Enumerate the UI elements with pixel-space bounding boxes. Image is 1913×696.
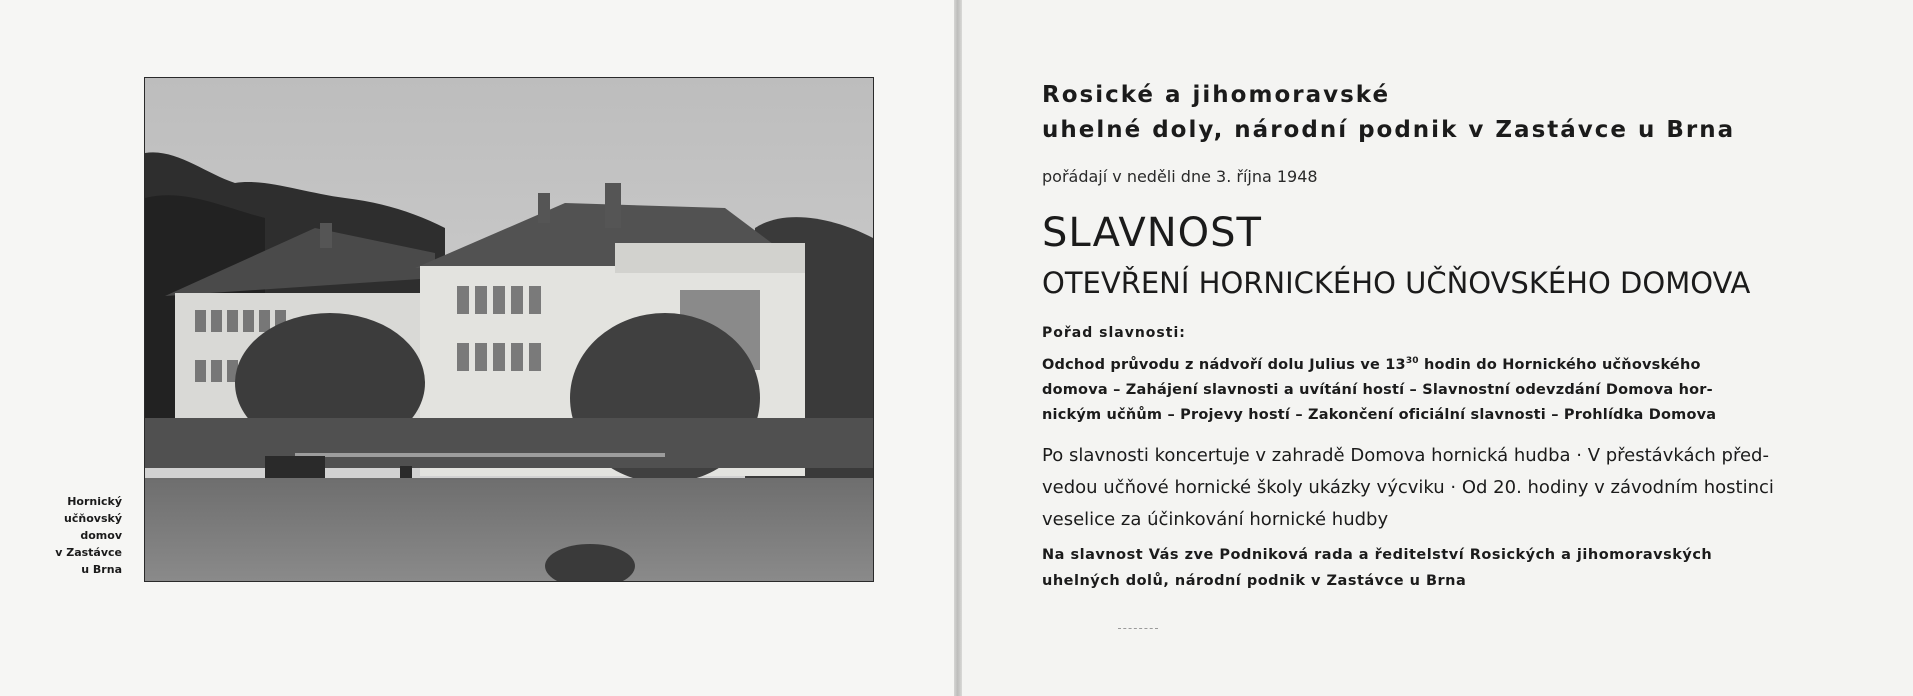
- afterparty-text: [1042, 440, 1832, 536]
- ink-smudge: [1118, 628, 1158, 631]
- caption-line: u Brna: [81, 563, 122, 576]
- program-time-superscript: 30: [1405, 356, 1419, 366]
- caption-line: v Zastávce: [55, 546, 122, 559]
- program-line: nickým učňům – Projevy hostí – Zakončení oficiální slavnosti – Prohlídka Domova: [1042, 406, 1717, 423]
- closing-line: Na slavnost Vás zve Podniková rada a ředitelství Rosických a jihomoravských: [1042, 547, 1713, 563]
- photo-caption: [40, 493, 122, 578]
- organizer-line: Rosické a jihomoravské: [1042, 82, 1391, 108]
- closing-text: [1042, 542, 1712, 594]
- organizer-line: uhelné doly, národní podnik v Zastávce u Brna: [1042, 117, 1736, 143]
- event-title: SLAVNOST: [1042, 210, 1262, 256]
- afterparty-line: vedou učňové hornické školy ukázky výcviku · Od 20. hodiny v závodním hostinci: [1042, 477, 1774, 498]
- program-heading: Pořad slavnosti:: [1042, 325, 1186, 341]
- caption-line: učňovský: [64, 512, 122, 525]
- program-line: domova – Zahájení slavnosti a uvítání hostí – Slavnostní odevzdání Domova hor-: [1042, 381, 1713, 398]
- closing-line: uhelných dolů, národní podnik v Zastávce u Brna: [1042, 573, 1467, 589]
- program-line: [1042, 349, 1822, 378]
- invitation-date: pořádají v neděli dne 3. října 1948: [1042, 167, 1318, 186]
- caption-line: domov: [80, 529, 122, 542]
- organizer-heading: [1042, 78, 1735, 148]
- afterparty-line: veselice za účinkování hornické hudby: [1042, 509, 1389, 530]
- program-line1-end: hodin do Hornického učňovského: [1418, 356, 1701, 373]
- event-subtitle: OTEVŘENÍ HORNICKÉHO UČŇOVSKÉHO DOMOVA: [1042, 266, 1751, 300]
- building-photo: [144, 77, 874, 582]
- program-line1-start: Odchod průvodu z nádvoří dolu Julius ve 13: [1042, 356, 1406, 373]
- caption-line: Hornický: [67, 495, 122, 508]
- building-photo-image: [145, 78, 873, 581]
- left-panel: [0, 0, 954, 696]
- program-text: [1042, 349, 1822, 428]
- afterparty-line: Po slavnosti koncertuje v zahradě Domova hornická hudba · V přestávkách před-: [1042, 445, 1769, 466]
- center-fold: [954, 0, 962, 696]
